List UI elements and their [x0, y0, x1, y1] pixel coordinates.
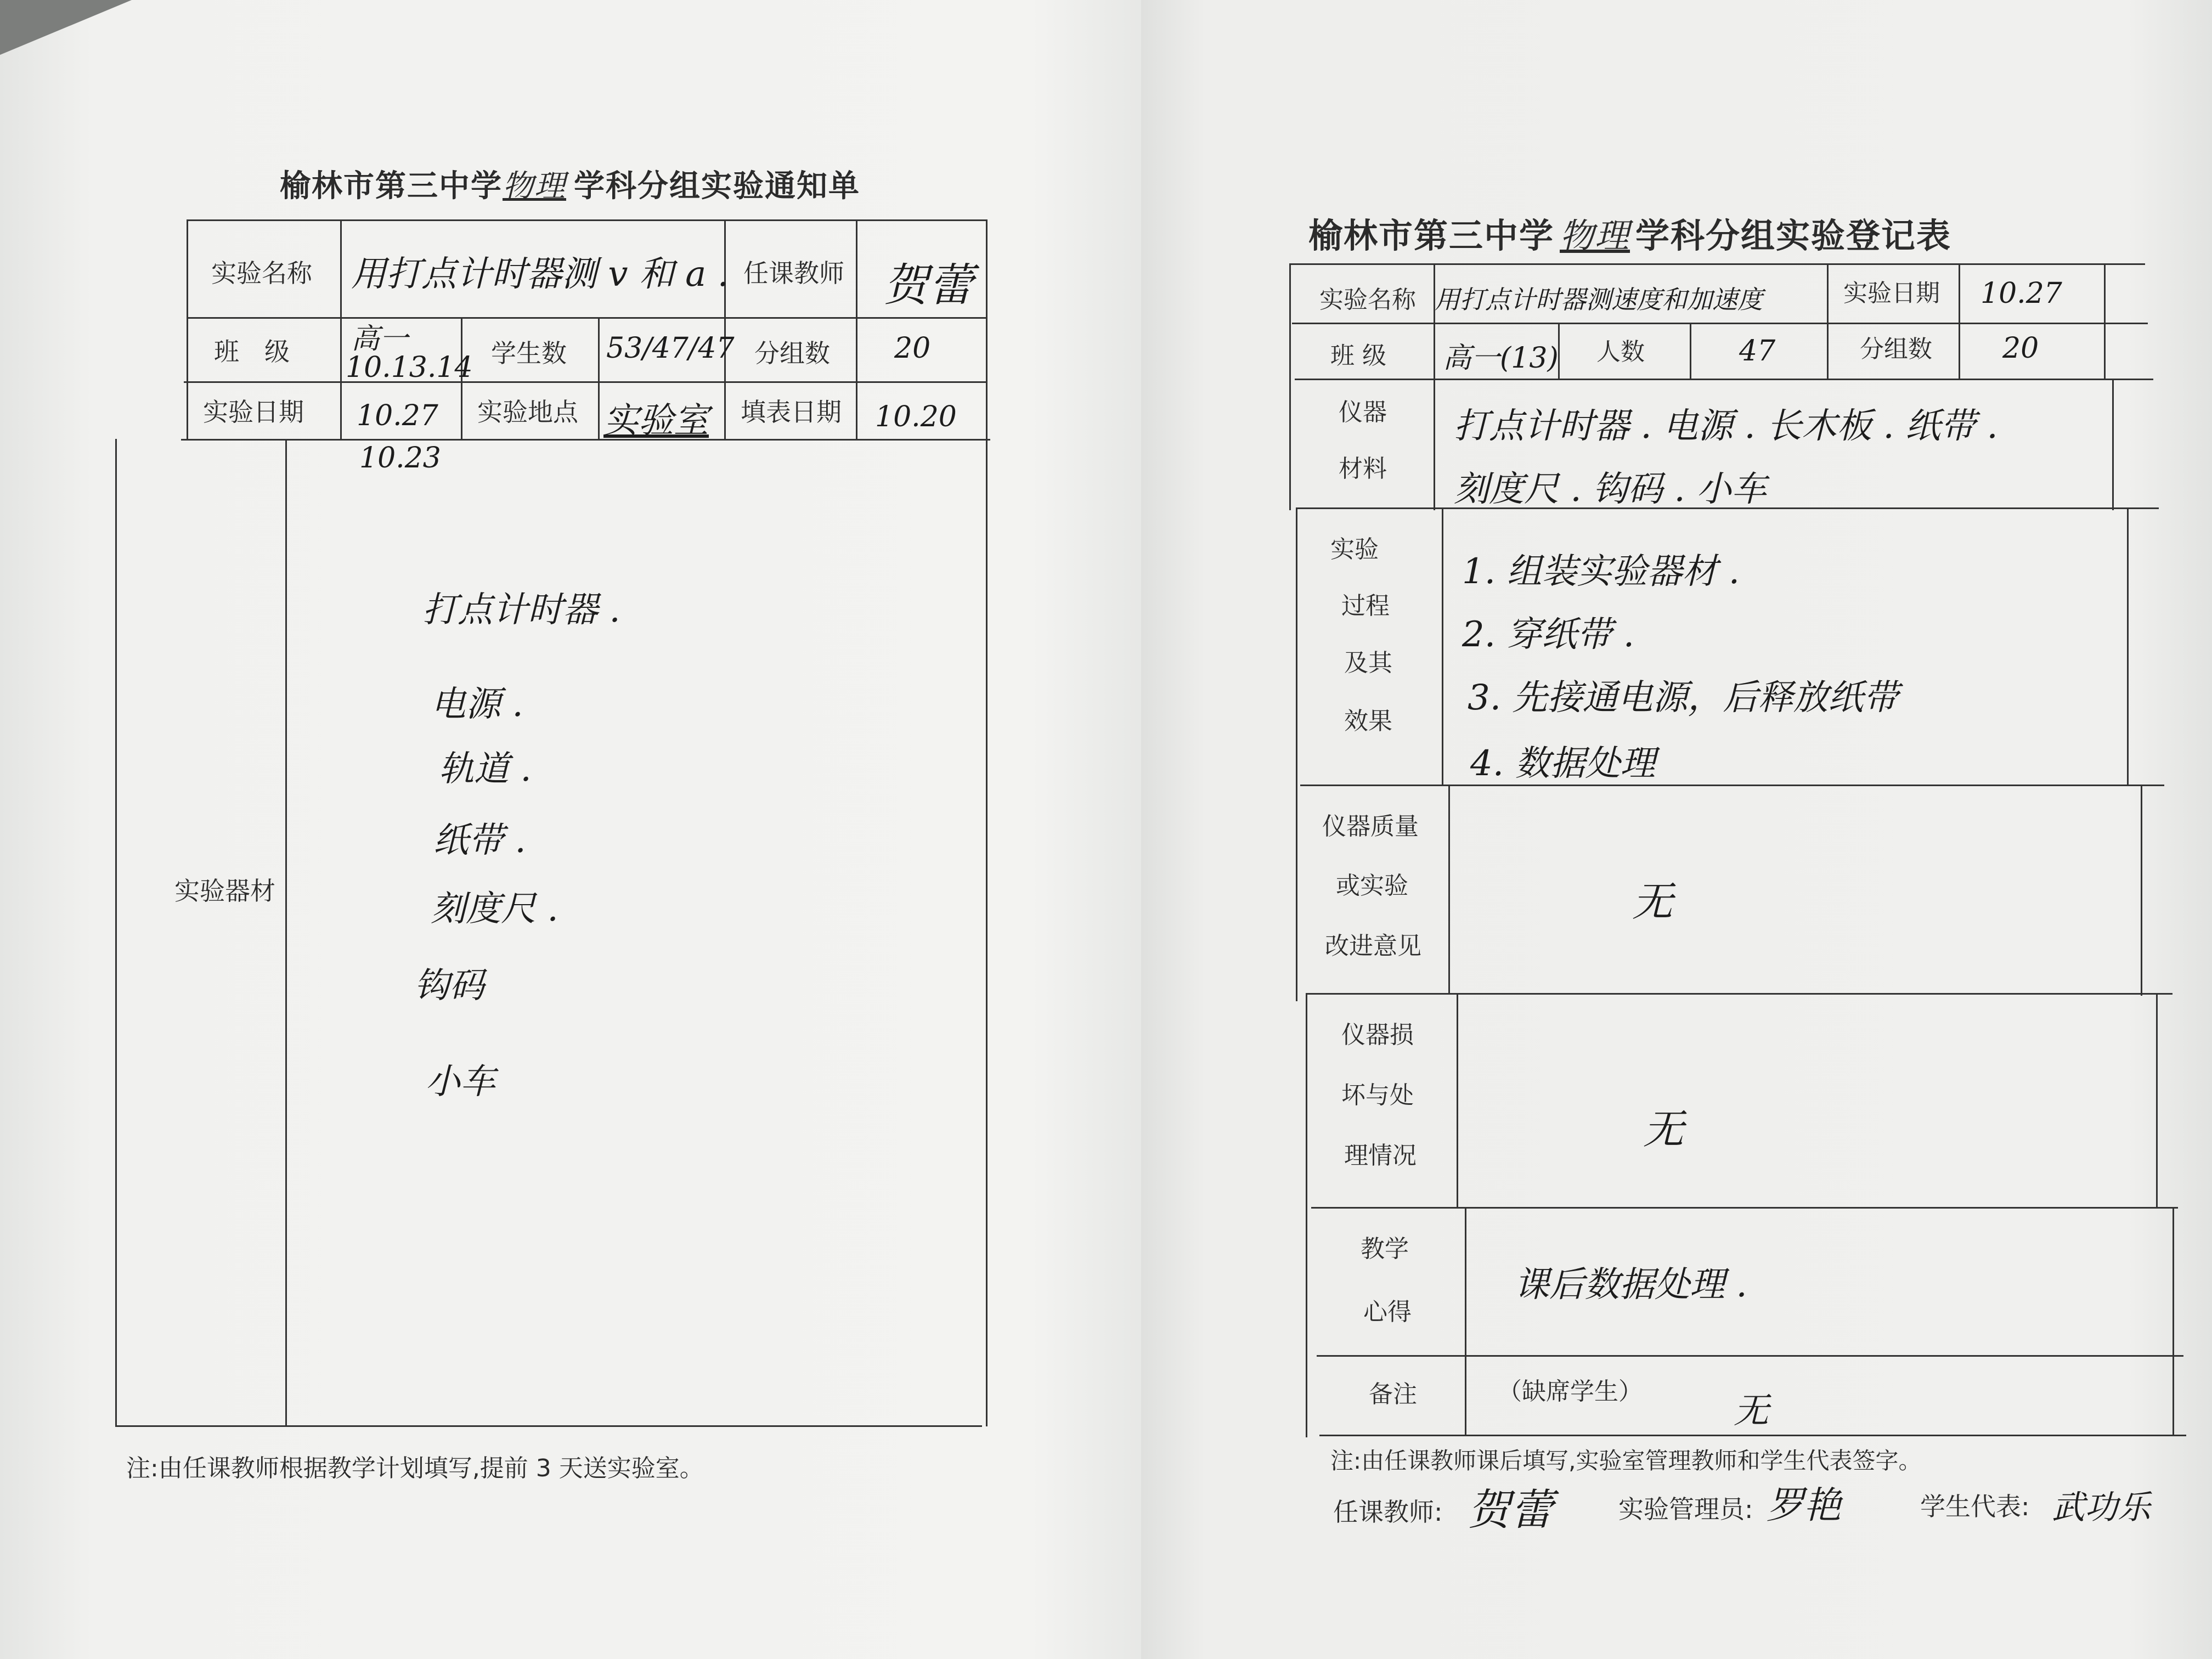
students-label: 学生数 [491, 338, 567, 368]
title-subject: 物理 [1560, 216, 1630, 256]
remarks-label: 备注 [1369, 1380, 1417, 1408]
registration-footnote: 注:由任课教师课后填写,实验室管理教师和学生代表签字。 [1330, 1447, 1922, 1474]
equipment-label: 实验器材 [174, 876, 275, 906]
table-line [285, 439, 287, 1426]
location-value: 实验室 [603, 400, 709, 441]
title-prefix: 榆林市第三中学 [1308, 216, 1555, 256]
notice-footnote: 注:由任课教师根据教学计划填写,提前 3 天送实验室。 [126, 1454, 704, 1482]
table-line [2172, 1207, 2174, 1435]
title-suffix: 学科分组实验登记表 [1635, 216, 1952, 256]
equipment-value-line2: 刻度尺 . 钩码 . 小车 [1454, 469, 1767, 510]
damage-label-line: 理情况 [1344, 1142, 1417, 1170]
equipment-item: 轨道 . [439, 749, 532, 789]
people-value: 47 [1739, 335, 1776, 368]
experiment-name-value: 用打点计时器测速度和加速度 [1435, 285, 1763, 314]
table-line [986, 219, 988, 1426]
damage-label-line: 仪器损 [1341, 1021, 1414, 1049]
groups-value: 20 [894, 332, 931, 365]
teaching-label-line: 心得 [1363, 1298, 1412, 1326]
table-line [1306, 993, 1307, 1437]
table-line [115, 439, 117, 1426]
date-label: 实验日期 [1843, 279, 1940, 307]
student-signature: 武功乐 [2052, 1488, 2151, 1527]
fill-date-value: 10.20 [875, 400, 957, 433]
groups-value: 20 [2002, 332, 2039, 365]
table-line [187, 219, 188, 439]
title-subject: 物理 [503, 168, 566, 204]
table-line [115, 1425, 982, 1427]
teaching-value: 课后数据处理 . [1514, 1265, 1747, 1305]
equipment-item: 钩码 [414, 966, 484, 1006]
date-label: 实验日期 [203, 397, 304, 427]
people-label: 人数 [1596, 338, 1645, 366]
table-line [1289, 263, 2145, 265]
table-line [1319, 1435, 2186, 1436]
table-line [1311, 1207, 2178, 1209]
process-step: 3. 先接通电源，后释放纸带 [1468, 678, 1899, 718]
table-line [2104, 263, 2106, 379]
groups-label: 分组数 [754, 338, 830, 368]
table-line [2141, 785, 2142, 996]
equipment-label-line1: 仪器 [1339, 398, 1387, 426]
admin-signature: 罗艳 [1767, 1484, 1842, 1527]
process-label-line: 效果 [1344, 707, 1392, 735]
experiment-name-value: 用打点计时器测 v 和 a . [351, 254, 729, 295]
class-value: 高一(13) [1443, 342, 1559, 375]
title-suffix: 学科分组实验通知单 [574, 168, 860, 204]
table-line [598, 317, 600, 439]
table-line [1442, 507, 1443, 785]
groups-label: 分组数 [1860, 335, 1932, 363]
table-line [2156, 993, 2158, 1207]
student-signature-label: 学生代表: [1920, 1492, 2030, 1521]
table-line [1289, 263, 1291, 510]
process-step: 2. 穿纸带 . [1462, 614, 1635, 655]
students-value: 53/47/47 [606, 332, 735, 365]
process-label-line: 过程 [1341, 592, 1390, 620]
experiment-name-label: 实验名称 [211, 258, 312, 288]
class-value-line2: 10.13.14 [346, 351, 473, 384]
teaching-label-line: 教学 [1361, 1235, 1409, 1263]
experiment-name-label: 实验名称 [1319, 286, 1416, 314]
table-line [2127, 507, 2129, 785]
teacher-label: 任课教师 [743, 258, 844, 288]
equipment-item: 纸带 . [433, 820, 526, 861]
teacher-value: 贺蕾 [883, 259, 973, 312]
background-corner [0, 0, 132, 55]
class-label: 班 级 [1330, 342, 1386, 370]
table-line [1296, 507, 1297, 1001]
process-label-line: 及其 [1344, 649, 1392, 677]
damage-label-line: 坏与处 [1341, 1081, 1414, 1109]
teacher-signature: 贺蕾 [1468, 1486, 1554, 1535]
damage-value: 无 [1643, 1106, 1684, 1153]
table-line [1959, 263, 1960, 379]
absent-students-label: （缺席学生） [1498, 1378, 1643, 1406]
quality-value: 无 [1632, 878, 1673, 926]
date-value-alt: 10.23 [359, 442, 441, 475]
table-line [1465, 1207, 1466, 1435]
table-line [187, 219, 988, 221]
table-line [1300, 785, 2164, 786]
registration-form-title [1308, 208, 1951, 257]
table-line [340, 219, 342, 439]
equipment-item: 刻度尺 . [431, 889, 558, 929]
table-line [856, 219, 857, 439]
notice-form-title [280, 162, 860, 206]
equipment-item: 打点计时器 . [422, 590, 620, 630]
process-step: 4. 数据处理 [1470, 743, 1656, 784]
registration-form-sheet [1141, 0, 2212, 1659]
table-line [1306, 993, 2172, 995]
equipment-item: 电源 . [431, 684, 523, 725]
absent-students-value: 无 [1734, 1391, 1769, 1431]
date-value: 10.27 [357, 399, 438, 432]
table-line [181, 439, 990, 441]
process-label-line: 实验 [1330, 535, 1379, 563]
teacher-signature-label: 任课教师: [1333, 1497, 1443, 1527]
table-line [184, 381, 988, 383]
table-line [1295, 379, 2153, 380]
quality-label-line: 改进意见 [1325, 932, 1421, 960]
table-line [187, 317, 988, 319]
location-label: 实验地点 [477, 397, 578, 427]
table-line [1448, 785, 1450, 993]
process-step: 1. 组装实验器材 . [1462, 551, 1740, 592]
equipment-item: 小车 [425, 1062, 495, 1102]
table-line [1690, 323, 1691, 379]
fill-date-label: 填表日期 [741, 397, 842, 427]
class-label: 班 级 [214, 337, 290, 366]
table-line [1457, 993, 1458, 1207]
equipment-value-line1: 打点计时器 . 电源 . 长木板 . 纸带 . [1454, 406, 1998, 447]
table-line [2112, 379, 2114, 510]
table-line [1827, 263, 1829, 379]
date-value: 10.27 [1980, 277, 2062, 310]
equipment-label-line2: 材料 [1339, 455, 1387, 483]
class-value-line1: 高一 [351, 323, 409, 356]
table-line [1292, 323, 2148, 324]
admin-signature-label: 实验管理员: [1618, 1494, 1753, 1524]
quality-label-line: 仪器质量 [1322, 812, 1419, 840]
table-line [1317, 1355, 2183, 1357]
title-prefix: 榆林市第三中学 [280, 168, 503, 204]
quality-label-line: 或实验 [1336, 872, 1408, 900]
